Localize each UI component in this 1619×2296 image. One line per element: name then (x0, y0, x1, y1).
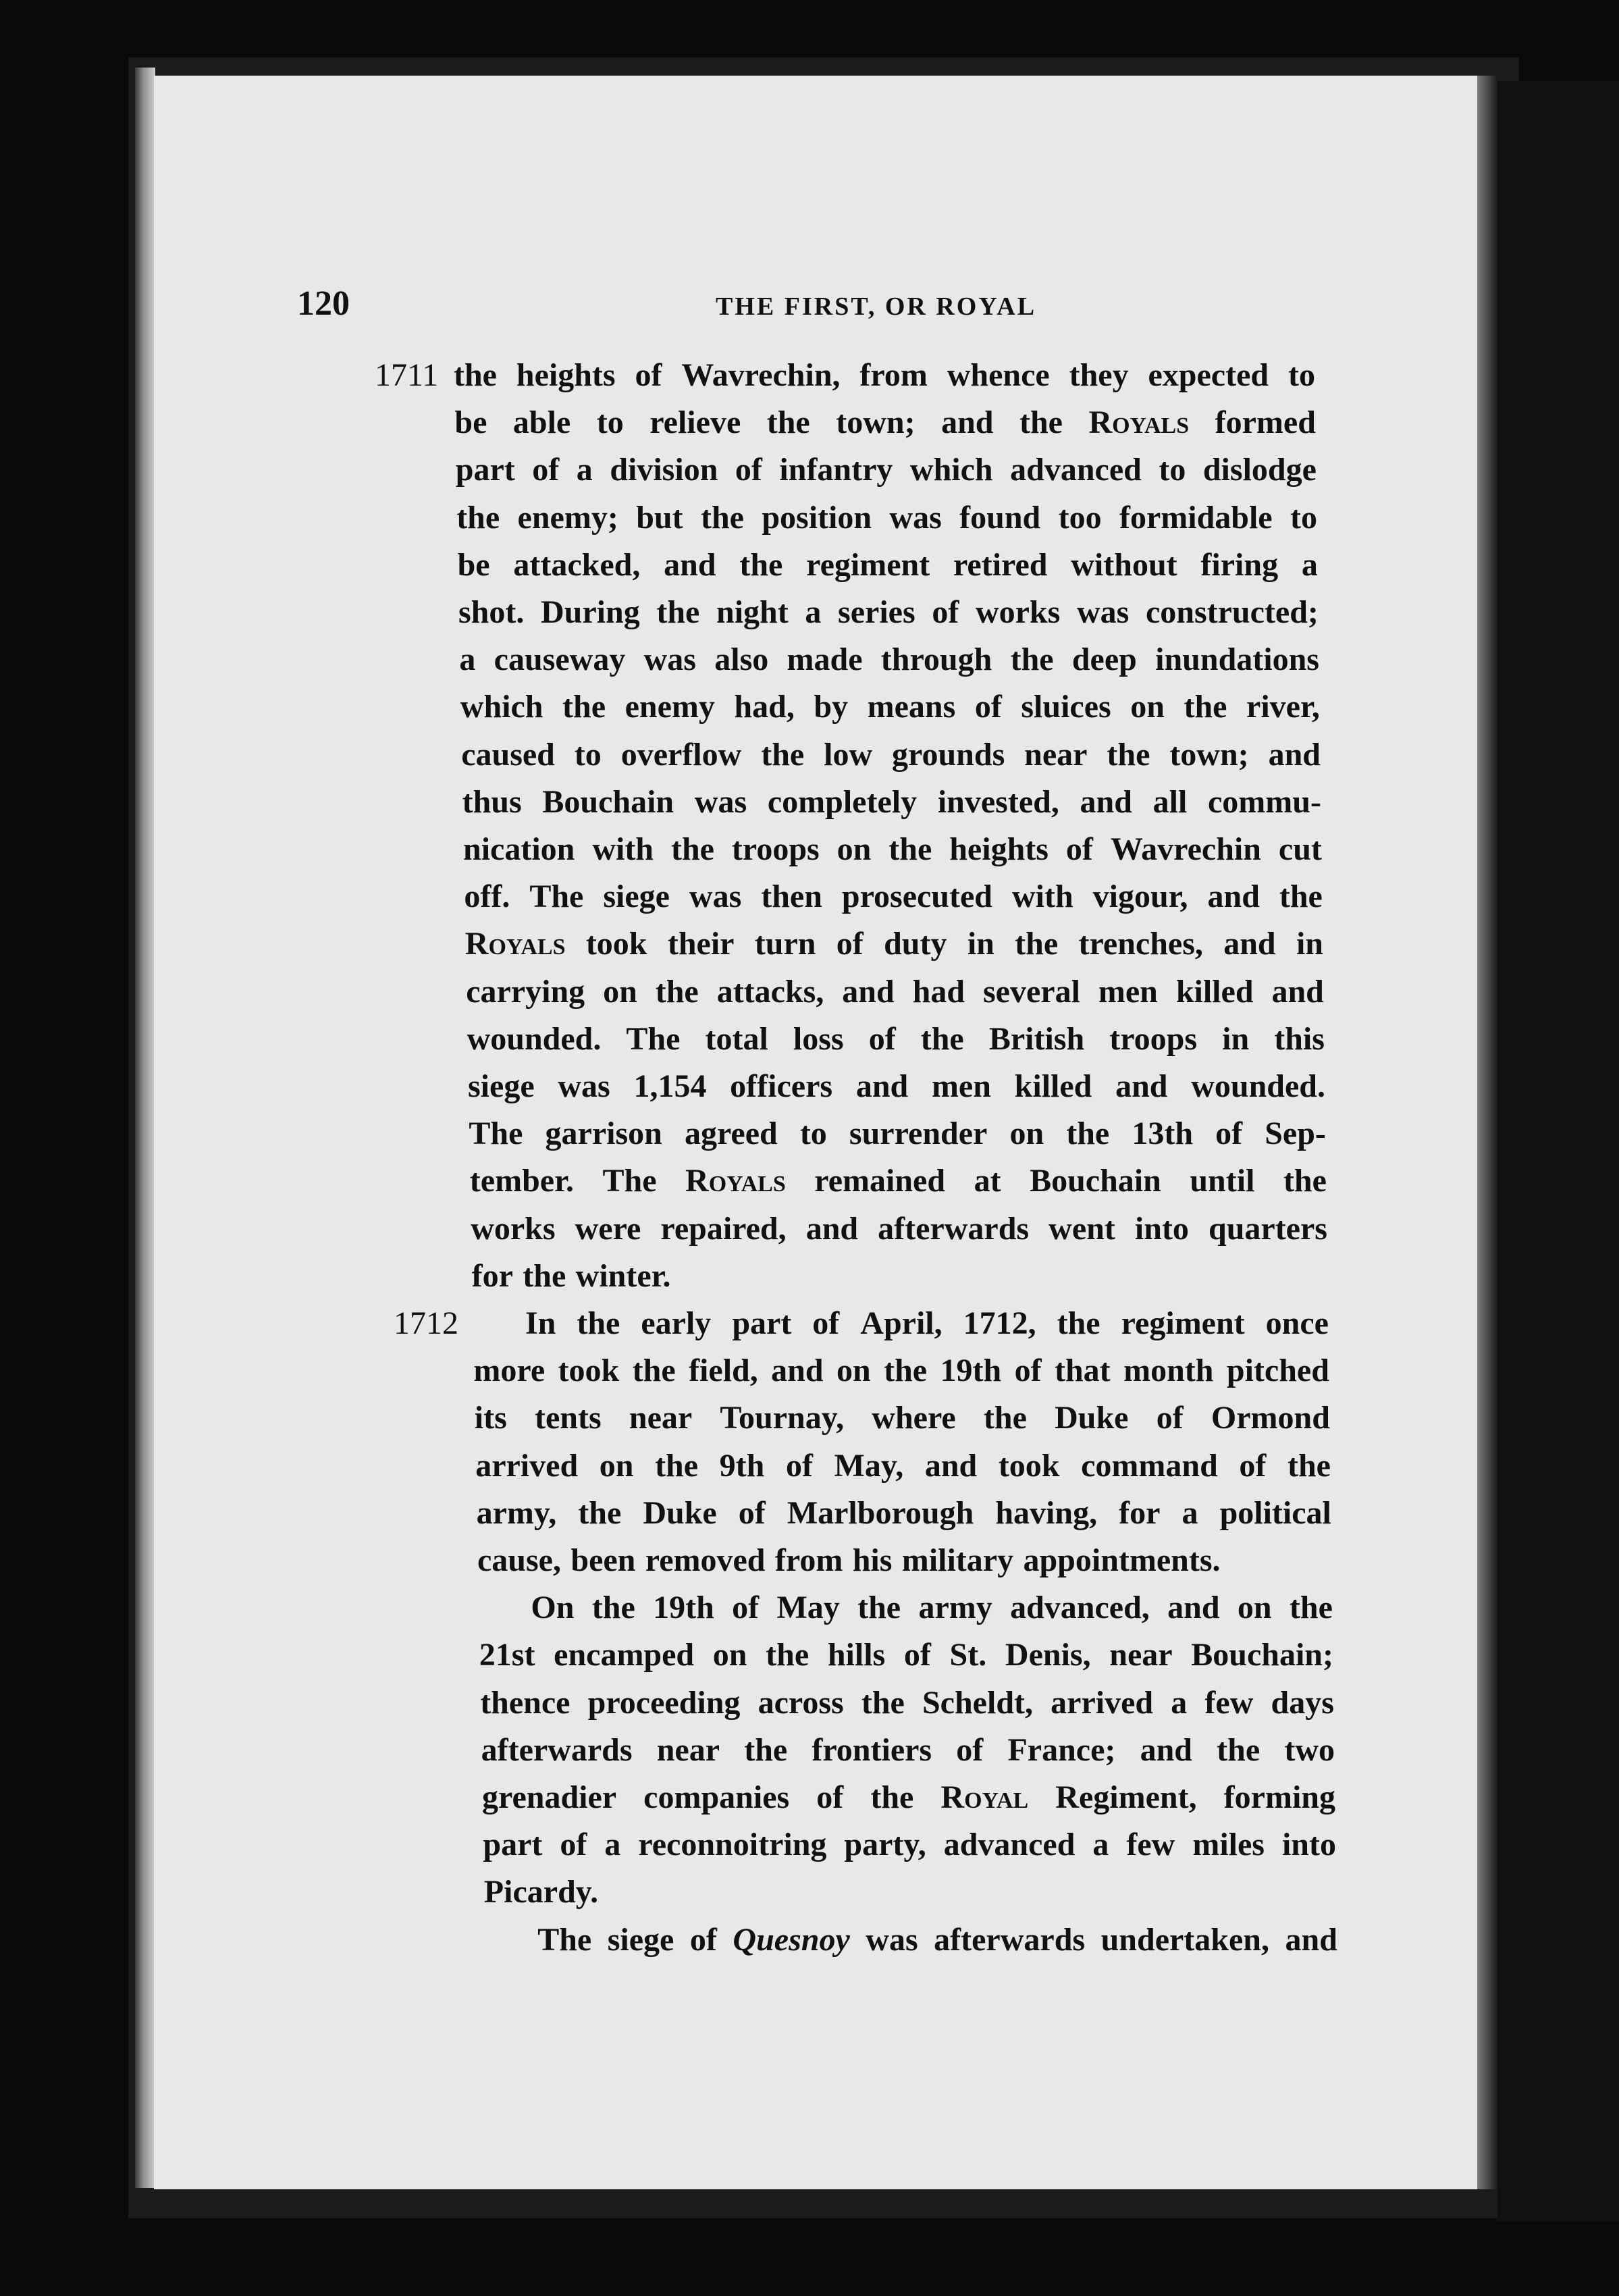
text-line: a causeway was also made through the deep inundations (459, 642, 1319, 678)
text-line: 21st encamped on the hills of St. Denis, near Bouchain; (479, 1637, 1333, 1673)
adjacent-page-edge (1497, 81, 1619, 2222)
text-line: Royals took their turn of duty in the trenches, and in (465, 926, 1323, 962)
text-line: the heights of Wavrechin, from whence they expected to (454, 357, 1315, 393)
text-line: carrying on the attacks, and had several men killed and (466, 973, 1324, 1010)
text-line: the enemy; but the position was found too formidable to (456, 499, 1317, 536)
running-head: THE FIRST, OR ROYAL (716, 292, 1037, 321)
text-line: shot. During the night a series of works was constructed; (458, 594, 1319, 630)
text-line: part of a reconnoitring party, advanced a few miles into (483, 1827, 1336, 1863)
text-line: arrived on the 9th of May, and took command of the (475, 1447, 1331, 1484)
text-line: The garrison agreed to surrender on the 13th of Sep- (469, 1116, 1326, 1152)
text-line: On the 19th of May the army advanced, and on the (531, 1590, 1333, 1626)
text-line: more took the field, and on the 19th of that month pitched (473, 1353, 1329, 1389)
text-line: army, the Duke of Marlborough having, for a political (476, 1494, 1331, 1531)
text-line: its tents near Tournay, where the Duke of Ormond (474, 1400, 1330, 1436)
text-line: part of a division of infantry which advanced to dislodge (455, 452, 1317, 488)
book-spine-shadow (1477, 76, 1497, 2189)
text-line: which the enemy had, by means of sluices on the river, (460, 689, 1320, 725)
text-line: for the winter. (471, 1257, 671, 1294)
text-line: tember. The Royals remained at Bouchain until the (469, 1163, 1327, 1199)
page-header (0, 284, 1619, 324)
margin-year-1712: 1712 (394, 1305, 458, 1341)
text-line: thence proceeding across the Scheldt, arrived a few days (480, 1684, 1334, 1721)
text-line: works were repaired, and afterwards went into quarters (471, 1210, 1327, 1247)
text-line: The siege of Quesnoy was afterwards undertaken, and (537, 1921, 1337, 1958)
text-line: siege was 1,154 officers and men killed and wounded. (468, 1068, 1325, 1104)
page-edge-strip (135, 68, 155, 2188)
text-line: be attacked, and the regiment retired without firing a (457, 546, 1318, 583)
text-line: Picardy. (483, 1874, 599, 1910)
margin-year-1711: 1711 (375, 357, 439, 393)
page-number: 120 (297, 284, 350, 323)
text-line: In the early part of April, 1712, the regiment once (525, 1305, 1329, 1341)
text-line: cause, been removed from his military appointments. (477, 1542, 1221, 1578)
text-line: be able to relieve the town; and the Royals formed (454, 405, 1316, 441)
text-line: grenadier companies of the Royal Regiment, forming (482, 1779, 1335, 1815)
text-line: afterwards near the frontiers of France; and the two (481, 1731, 1335, 1768)
text-line: wounded. The total loss of the British troops in this (467, 1020, 1325, 1057)
text-line: thus Bouchain was completely invested, and all commu- (462, 783, 1321, 820)
text-line: caused to overflow the low grounds near the town; and (461, 736, 1321, 773)
text-line: off. The siege was then prosecuted with vigour, and the (464, 879, 1323, 915)
text-line: nication with the troops on the heights of Wavrechin cut (463, 831, 1322, 867)
